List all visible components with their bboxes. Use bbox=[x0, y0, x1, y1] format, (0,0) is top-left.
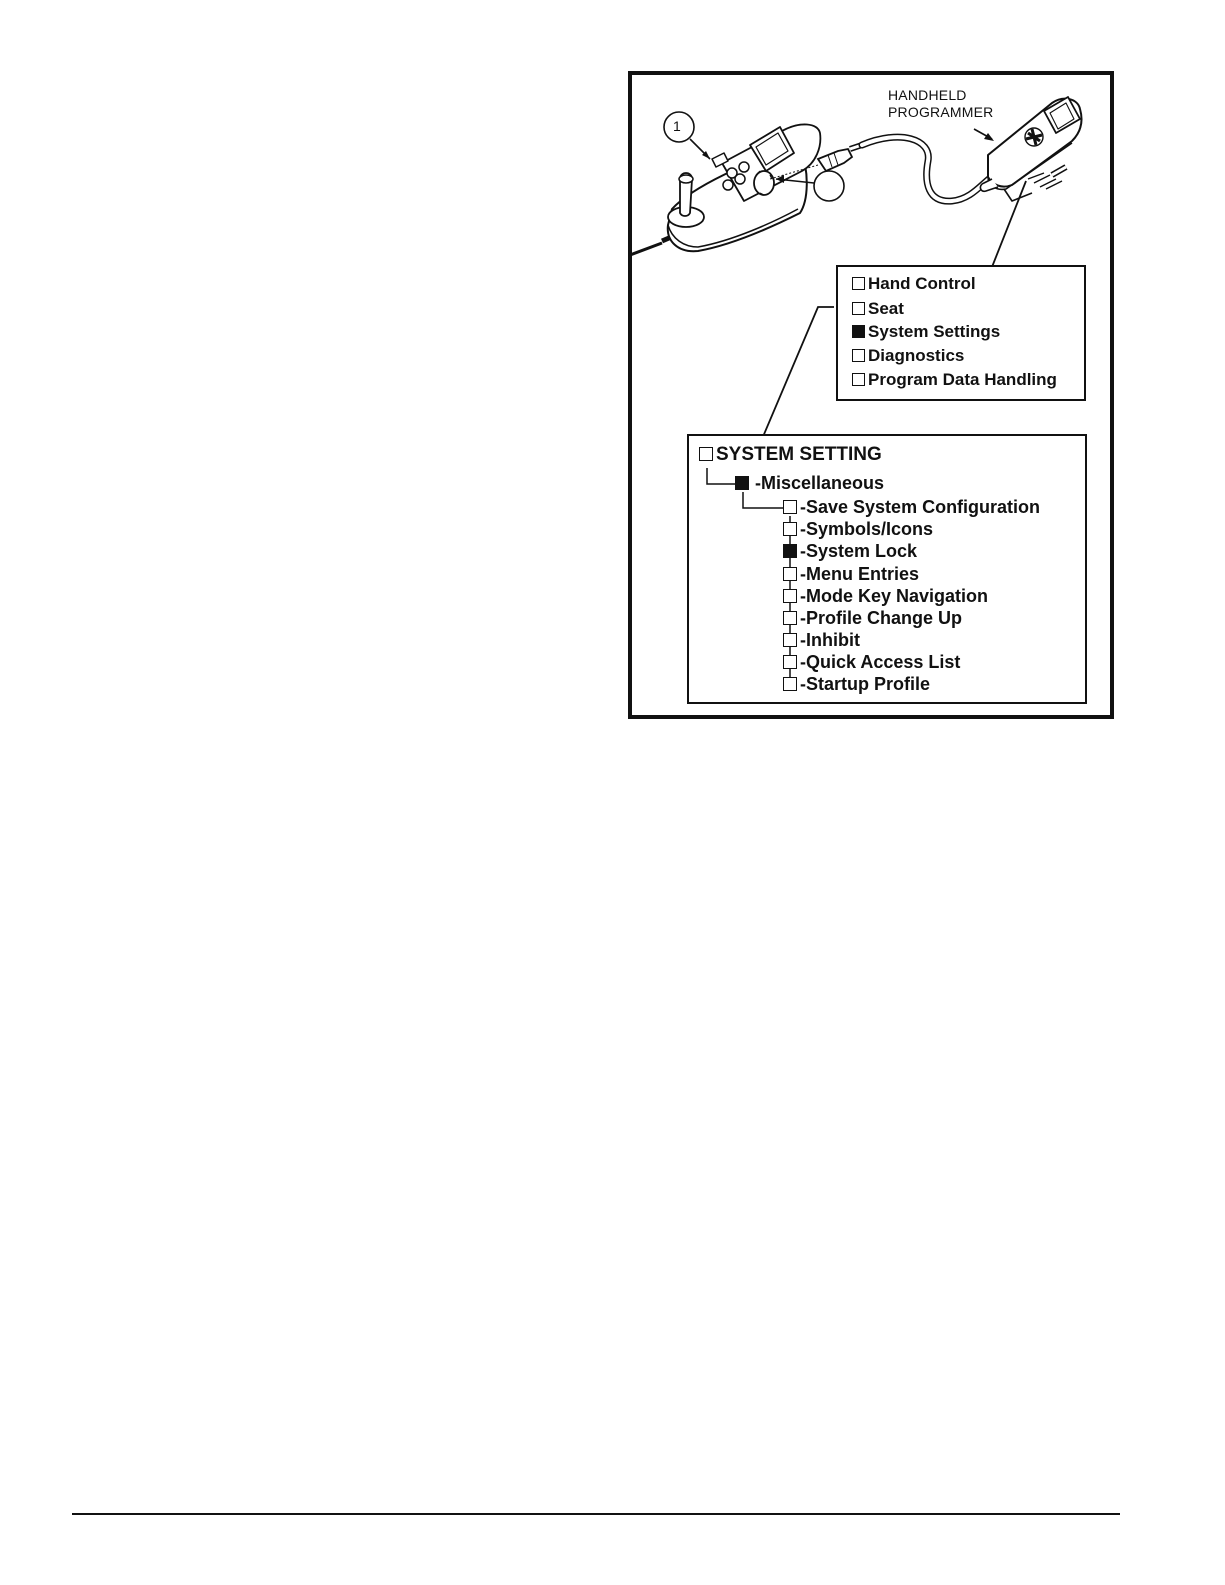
hand-control-drawing bbox=[632, 124, 820, 255]
submenu-group-miscellaneous[interactable]: -Miscellaneous bbox=[735, 473, 884, 493]
submenu-item[interactable]: -Inhibit bbox=[783, 630, 860, 650]
programmer-label-line2: PROGRAMMER bbox=[888, 104, 994, 120]
main-menu-item-system-settings[interactable]: System Settings bbox=[852, 322, 1000, 342]
checkbox-icon bbox=[852, 277, 865, 290]
programmer-label bbox=[888, 87, 993, 121]
checkbox-icon bbox=[783, 589, 797, 603]
checkbox-icon bbox=[783, 655, 797, 669]
submenu-item[interactable]: -Mode Key Navigation bbox=[783, 586, 988, 606]
checkbox-icon bbox=[783, 611, 797, 625]
checkbox-filled-icon bbox=[735, 476, 749, 490]
submenu-item[interactable]: -Profile Change Up bbox=[783, 608, 962, 628]
submenu-item[interactable]: -Save System Configuration bbox=[783, 497, 1040, 517]
checkbox-icon bbox=[783, 567, 797, 581]
submenu-item[interactable]: -Symbols/Icons bbox=[783, 519, 933, 539]
checkbox-icon bbox=[852, 349, 865, 362]
checkbox-filled-icon bbox=[852, 325, 865, 338]
submenu-item[interactable]: -System Lock bbox=[783, 541, 917, 561]
checkbox-icon bbox=[699, 447, 713, 461]
callout-1-number: 1 bbox=[673, 118, 681, 134]
main-menu-item-diagnostics[interactable]: Diagnostics bbox=[852, 346, 964, 366]
main-menu-item-hand-control[interactable]: Hand Control bbox=[852, 274, 976, 294]
system-setting-title[interactable]: SYSTEM SETTING bbox=[699, 445, 882, 465]
main-menu-item-program-data-handling[interactable]: Program Data Handling bbox=[852, 370, 1057, 390]
footer-rule bbox=[72, 1513, 1120, 1515]
checkbox-icon bbox=[783, 677, 797, 691]
figure-frame bbox=[628, 71, 1114, 719]
programmer-label-line1: HANDHELD bbox=[888, 87, 967, 103]
handheld-programmer-drawing bbox=[980, 97, 1081, 201]
callout-1 bbox=[664, 112, 710, 159]
checkbox-filled-icon bbox=[783, 544, 797, 558]
main-menu-item-seat[interactable]: Seat bbox=[852, 299, 904, 319]
submenu-item[interactable]: -Menu Entries bbox=[783, 564, 919, 584]
checkbox-icon bbox=[852, 373, 865, 386]
submenu-item[interactable]: -Startup Profile bbox=[783, 674, 930, 694]
submenu-item[interactable]: -Quick Access List bbox=[783, 652, 960, 672]
checkbox-icon bbox=[852, 302, 865, 315]
main-menu-box bbox=[836, 265, 1086, 401]
system-setting-menu-box bbox=[687, 434, 1087, 704]
checkbox-icon bbox=[783, 522, 797, 536]
programmer-cable bbox=[818, 137, 994, 201]
checkbox-icon bbox=[783, 500, 797, 514]
checkbox-icon bbox=[783, 633, 797, 647]
